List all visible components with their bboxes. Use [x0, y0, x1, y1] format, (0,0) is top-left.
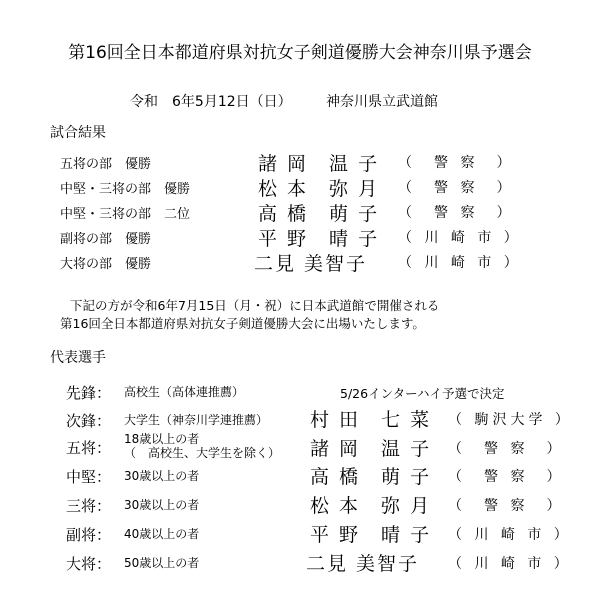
player-affiliation: （ 川 崎 市 ） [448, 527, 572, 543]
result-label: 中堅・三将の部 二位 [60, 207, 191, 222]
eligibility-category: 40歳以上の者 [124, 527, 200, 541]
position-label: 大将： [66, 555, 112, 573]
position-label: 中堅： [66, 468, 112, 486]
eligibility-category: 30歳以上の者 [124, 498, 200, 512]
player-affiliation: （ 駒沢大学 ） [448, 412, 573, 428]
page-title: 第16回全日本都道府県対抗女子剣道優勝大会神奈川県予選会 [68, 43, 532, 63]
player-affiliation: （ 川 崎 市 ） [448, 556, 572, 572]
position-label: 先鋒： [66, 384, 112, 402]
result-affiliation: （ 警 察 ） [398, 180, 515, 196]
player-affiliation: （ 警 察 ） [448, 469, 565, 485]
representatives-heading: 代表選手 [50, 350, 106, 366]
notice-line: 下記の方が令和6年7月15日（月・祝）に日本武道館で開催される [70, 298, 440, 313]
eligibility-category-note: （ 高校生、大学生を除く） [124, 446, 281, 460]
event-venue: 神奈川県立武道館 [326, 94, 438, 110]
result-label: 五将の部 優勝 [60, 157, 152, 172]
eligibility-category: 大学生（神奈川学連推薦） [124, 413, 269, 427]
eligibility-category: 高校生（高体連推薦） [124, 385, 245, 399]
notice-line: 第16回全日本都道府県対抗女子剣道優勝大会に出場いたします。 [60, 316, 425, 331]
position-label: 三将： [66, 497, 112, 515]
player-name: 高 橋 萌 子 [310, 466, 432, 488]
result-name: 諸 岡 温 子 [258, 153, 380, 175]
results-heading: 試合結果 [50, 125, 106, 141]
result-affiliation: （ 警 察 ） [398, 155, 515, 171]
result-label: 大将の部 優勝 [60, 257, 152, 272]
result-label: 副将の部 優勝 [60, 232, 152, 247]
position-label: 次鋒： [66, 412, 112, 430]
player-name: 松 本 弥 月 [310, 495, 432, 517]
result-name: 平 野 晴 子 [258, 228, 380, 250]
result-name: 松 本 弥 月 [258, 178, 380, 200]
position-label: 五将： [66, 439, 112, 457]
result-name: 二見 美智子 [254, 253, 368, 275]
eligibility-category: 30歳以上の者 [124, 469, 200, 483]
player-name: 諸 岡 温 子 [310, 438, 432, 460]
result-name: 高 橋 萌 子 [258, 203, 380, 225]
player-name: 村 田 七 菜 [310, 409, 432, 431]
result-label: 中堅・三将の部 優勝 [60, 182, 191, 197]
player-affiliation: （ 警 察 ） [448, 498, 565, 514]
player-affiliation: （ 警 察 ） [448, 441, 565, 457]
result-affiliation: （ 警 察 ） [398, 205, 515, 221]
result-affiliation: （ 川 崎 市 ） [398, 230, 522, 246]
eligibility-category: 18歳以上の者 [124, 432, 200, 446]
position-label: 副将： [66, 526, 112, 544]
selection-note: 5/26インターハイ予選で決定 [340, 386, 505, 401]
eligibility-category: 50歳以上の者 [124, 556, 200, 570]
result-affiliation: （ 川 崎 市 ） [398, 255, 522, 271]
event-date: 令和 6年5月12日（日） [130, 94, 292, 110]
player-name: 二見 美智子 [306, 553, 420, 575]
player-name: 平 野 晴 子 [310, 524, 432, 546]
